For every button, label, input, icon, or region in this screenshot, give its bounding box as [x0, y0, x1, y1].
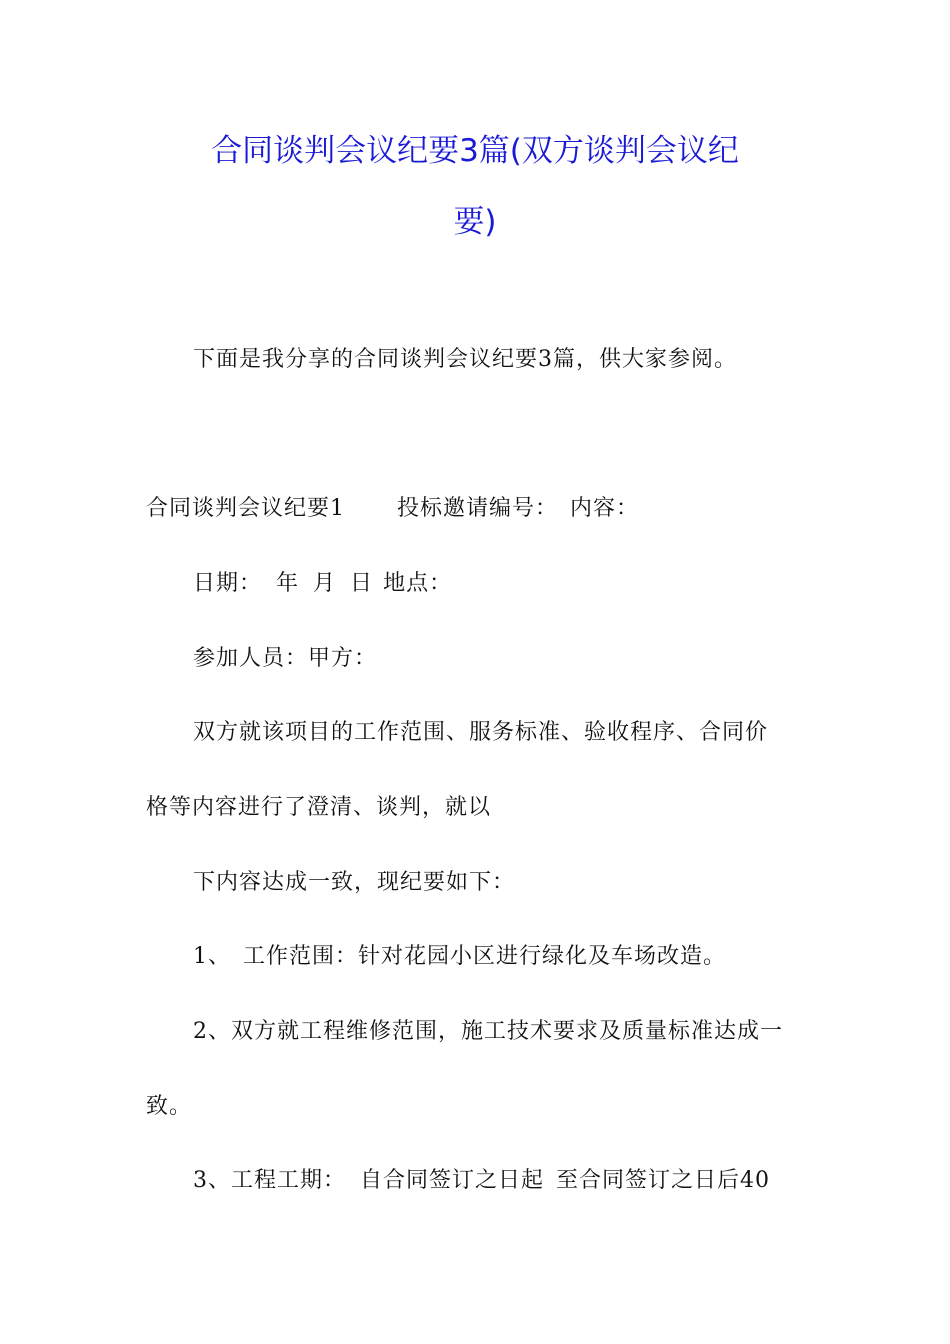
- list-item-3-text-2: 至合同签订之日后40: [556, 1168, 771, 1193]
- list-item-3-label: 3、工程工期：: [193, 1168, 346, 1193]
- section-heading-row: [146, 498, 639, 520]
- list-item-2-line-1: 2、双方就工程维修范围，施工技术要求及质量标准达成一: [193, 1019, 783, 1044]
- list-item-3: [193, 1170, 770, 1192]
- list-item-2-line-2: 致。: [146, 1094, 193, 1119]
- date-label: 日期：: [193, 571, 263, 596]
- bid-number-label: 投标邀请编号：: [397, 496, 559, 521]
- section-heading: 合同谈判会议纪要1: [146, 496, 345, 521]
- date-year: 年: [276, 571, 300, 596]
- date-location-row: [193, 573, 452, 595]
- document-title-line-1: 合同谈判会议纪要3篇(双方谈判会议纪: [211, 133, 739, 169]
- list-item-1: [193, 946, 726, 968]
- intro-paragraph: 下面是我分享的合同谈判会议纪要3篇，供大家参阅。: [193, 347, 737, 372]
- paragraph-2: 下内容达成一致，现纪要如下：: [193, 870, 516, 895]
- list-item-3-text-1: 自合同签订之日起: [360, 1168, 545, 1193]
- list-item-1-text: 工作范围：针对花园小区进行绿化及车场改造。: [243, 944, 727, 969]
- paragraph-1-line-1: 双方就该项目的工作范围、服务标准、验收程序、合同价: [193, 720, 769, 745]
- paragraph-1-line-2: 格等内容进行了澄清、谈判，就以: [146, 795, 492, 820]
- location-label: 地点：: [383, 571, 453, 596]
- participants-line: 参加人员：甲方：: [193, 646, 378, 671]
- document-title-line-2: 要): [453, 204, 497, 240]
- date-month: 月: [313, 571, 337, 596]
- date-day: 日: [350, 571, 374, 596]
- list-item-1-number: 1、: [193, 944, 231, 969]
- content-label: 内容：: [570, 496, 640, 521]
